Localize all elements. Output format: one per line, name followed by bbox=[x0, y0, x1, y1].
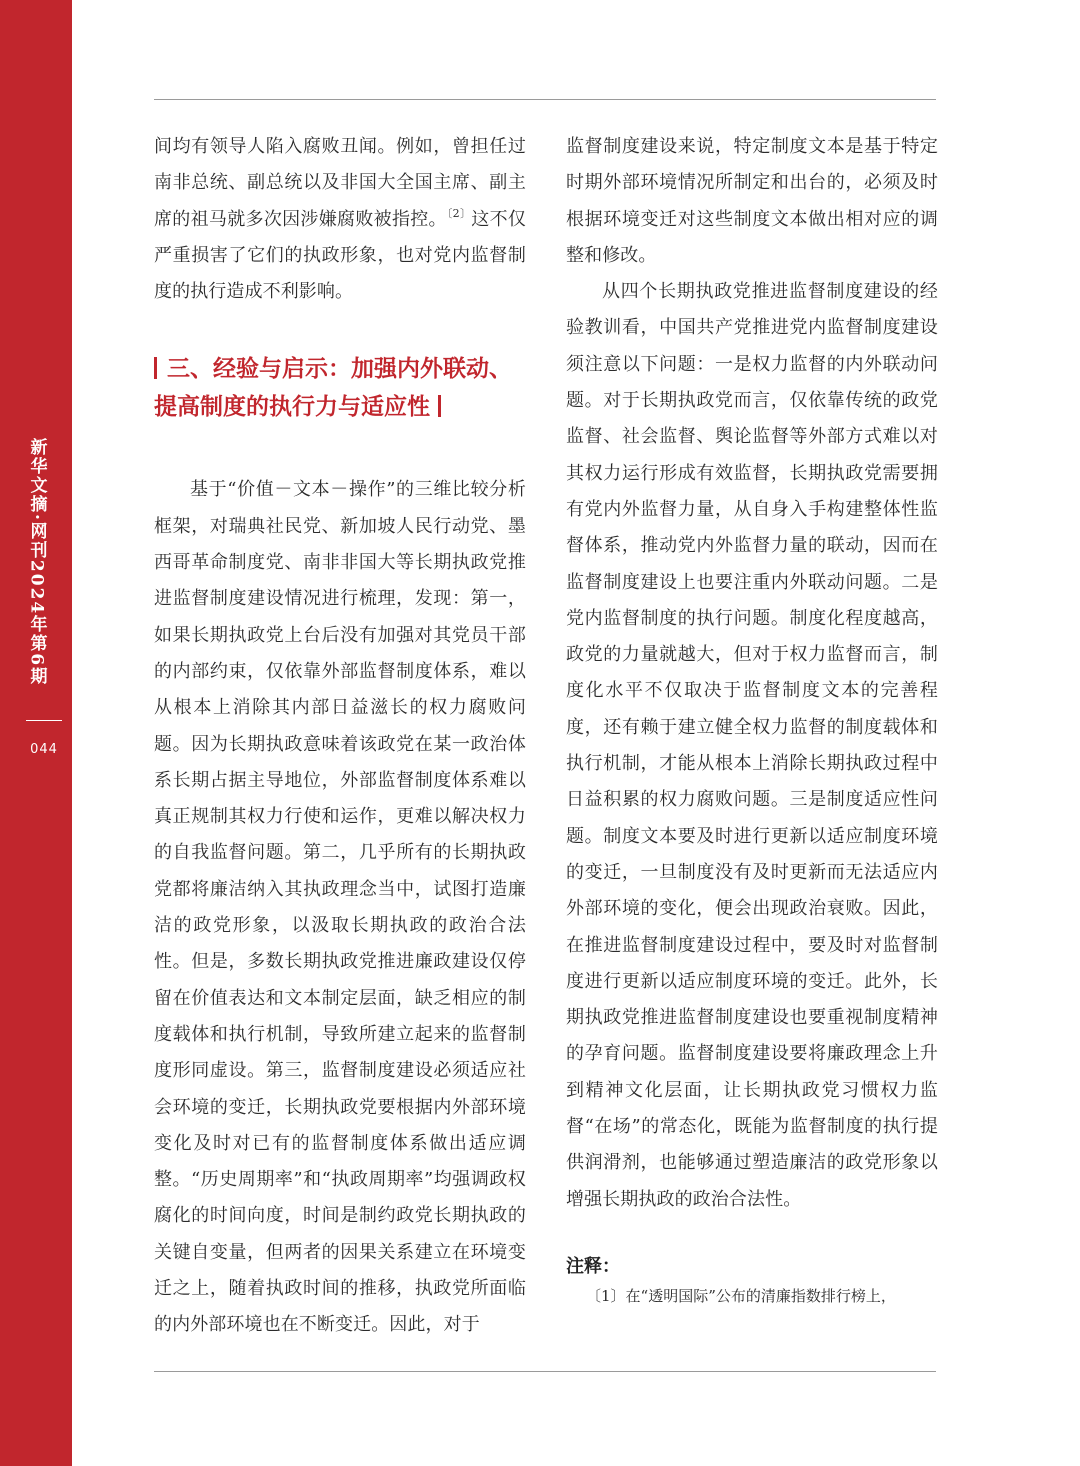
section-heading bbox=[154, 350, 526, 426]
paragraph bbox=[154, 129, 526, 310]
paragraph-text: 间均有领导人陷入腐败丑闻。例如，曾担任过南非总统、副总统以及非国大全国主席、副主席的祖马就多次因涉嫌腐败被指控。 bbox=[154, 136, 526, 230]
note: 〔1〕在“透明国际”公布的清廉指数排行榜上， bbox=[586, 1286, 896, 1305]
heading-bar bbox=[438, 395, 441, 417]
right-column bbox=[566, 129, 938, 1308]
journal-title: 新华文摘·网刊2024年第6期 bbox=[26, 438, 47, 687]
section-heading-text: 三、经验与启示：加强内外联动、提高制度的执行力与适应性 bbox=[154, 356, 512, 421]
page-number: 044 bbox=[30, 742, 58, 757]
bottom-rule bbox=[154, 1371, 936, 1372]
top-rule bbox=[154, 99, 936, 100]
left-column bbox=[154, 129, 526, 1344]
paragraph-text: 这不仅严重损害了它们的执政形象，也对党内监督制度的执行造成不利影响。 bbox=[154, 208, 526, 303]
heading-bar bbox=[154, 357, 157, 379]
sidebar-divider bbox=[26, 720, 62, 721]
footnote-ref[interactable]: 〔2〕 bbox=[446, 206, 472, 220]
notes-title: 注释： bbox=[566, 1255, 620, 1277]
paragraph: 从四个长期执政党推进监督制度建设的经验教训看，中国共产党推进党内监督制度建设须注意以下问题：一是权力监督的内外联动问题。对于长期执政党而言，仅依靠传统的政党监督、社会监督、舆论监督等外部方式难以对其权力运行形成有效监督，长期执政党需要拥有党内外监督力量，从自身入手构建整体性监督体系，推动党内外监督力量的联动，因而在监督制度建设上也要注重内外联动问题。二是党内监督制度的执行问题。制度化程度越高，政党的力量就越大，但对于权力监督而言，制度化水平不仅取决于监督制度文本的完善程度，还有赖于建立健全权力监督的制度载体和执行机制，才能从根本上消除长期执政过程中日益积累的权力腐败问题。三是制度适应性问题。制度文本要及时进行更新以适应制度环境的变迁，一旦制度没有及时更新而无法适应内外部环境的变化，便会出现政治衰败。因此，在推进监督制度建设过程中，要及时对监督制度进行更新以适应制度环境的变迁。此外，长期执政党推进监督制度建设也要重视制度精神的孕育问题。监督制度建设要将廉政理念上升到精神文化层面，让长期执政党习惯权力监督“在场”的常态化，既能为监督制度的执行提供润滑剂，也能够通过塑造廉洁的政党形象以增强长期执政的政治合法性。 bbox=[566, 281, 938, 1210]
sidebar bbox=[0, 0, 72, 1466]
paragraph: 基于“价值－文本－操作”的三维比较分析框架，对瑞典社民党、新加坡人民行动党、墨西哥革命制度党、南非非国大等长期执政党推进监督制度建设情况进行梳理，发现：第一，如果长期执政党上台后没有加强对其党员干部的内部约束，仅依靠外部监督制度体系，难以从根本上消除其内部日益滋长的权力腐败问题。因为长期执政意味着该政党在某一政治体系长期占据主导地位，外部监督制度体系难以真正规制其权力行使和运作，更难以解决权力的自我监督问题。第二，几乎所有的长期执政党都将廉洁纳入其执政理念当中，试图打造廉洁的政党形象，以汲取长期执政的政治合法性。但是，多数长期执政党推进廉政建设仅停留在价值表达和文本制定层面，缺乏相应的制度载体和执行机制，导致所建立起来的监督制度形同虚设。第三，监督制度建设必须适应社会环境的变迁，长期执政党要根据内外部环境变化及时对已有的监督制度体系做出适应调整。“历史周期率”和“执政周期率”均强调政权腐化的时间向度，时间是制约政党长期执政的关键自变量，但两者的因果关系建立在环境变迁之上，随着执政时间的推移，执政党所面临的内外部环境也在不断变迁。因此，对于 bbox=[154, 479, 526, 1336]
paragraph: 监督制度建设来说，特定制度文本是基于特定时期外部环境情况所制定和出台的，必须及时根据环境变迁对这些制度文本做出相对应的调整和修改。 bbox=[566, 136, 938, 266]
